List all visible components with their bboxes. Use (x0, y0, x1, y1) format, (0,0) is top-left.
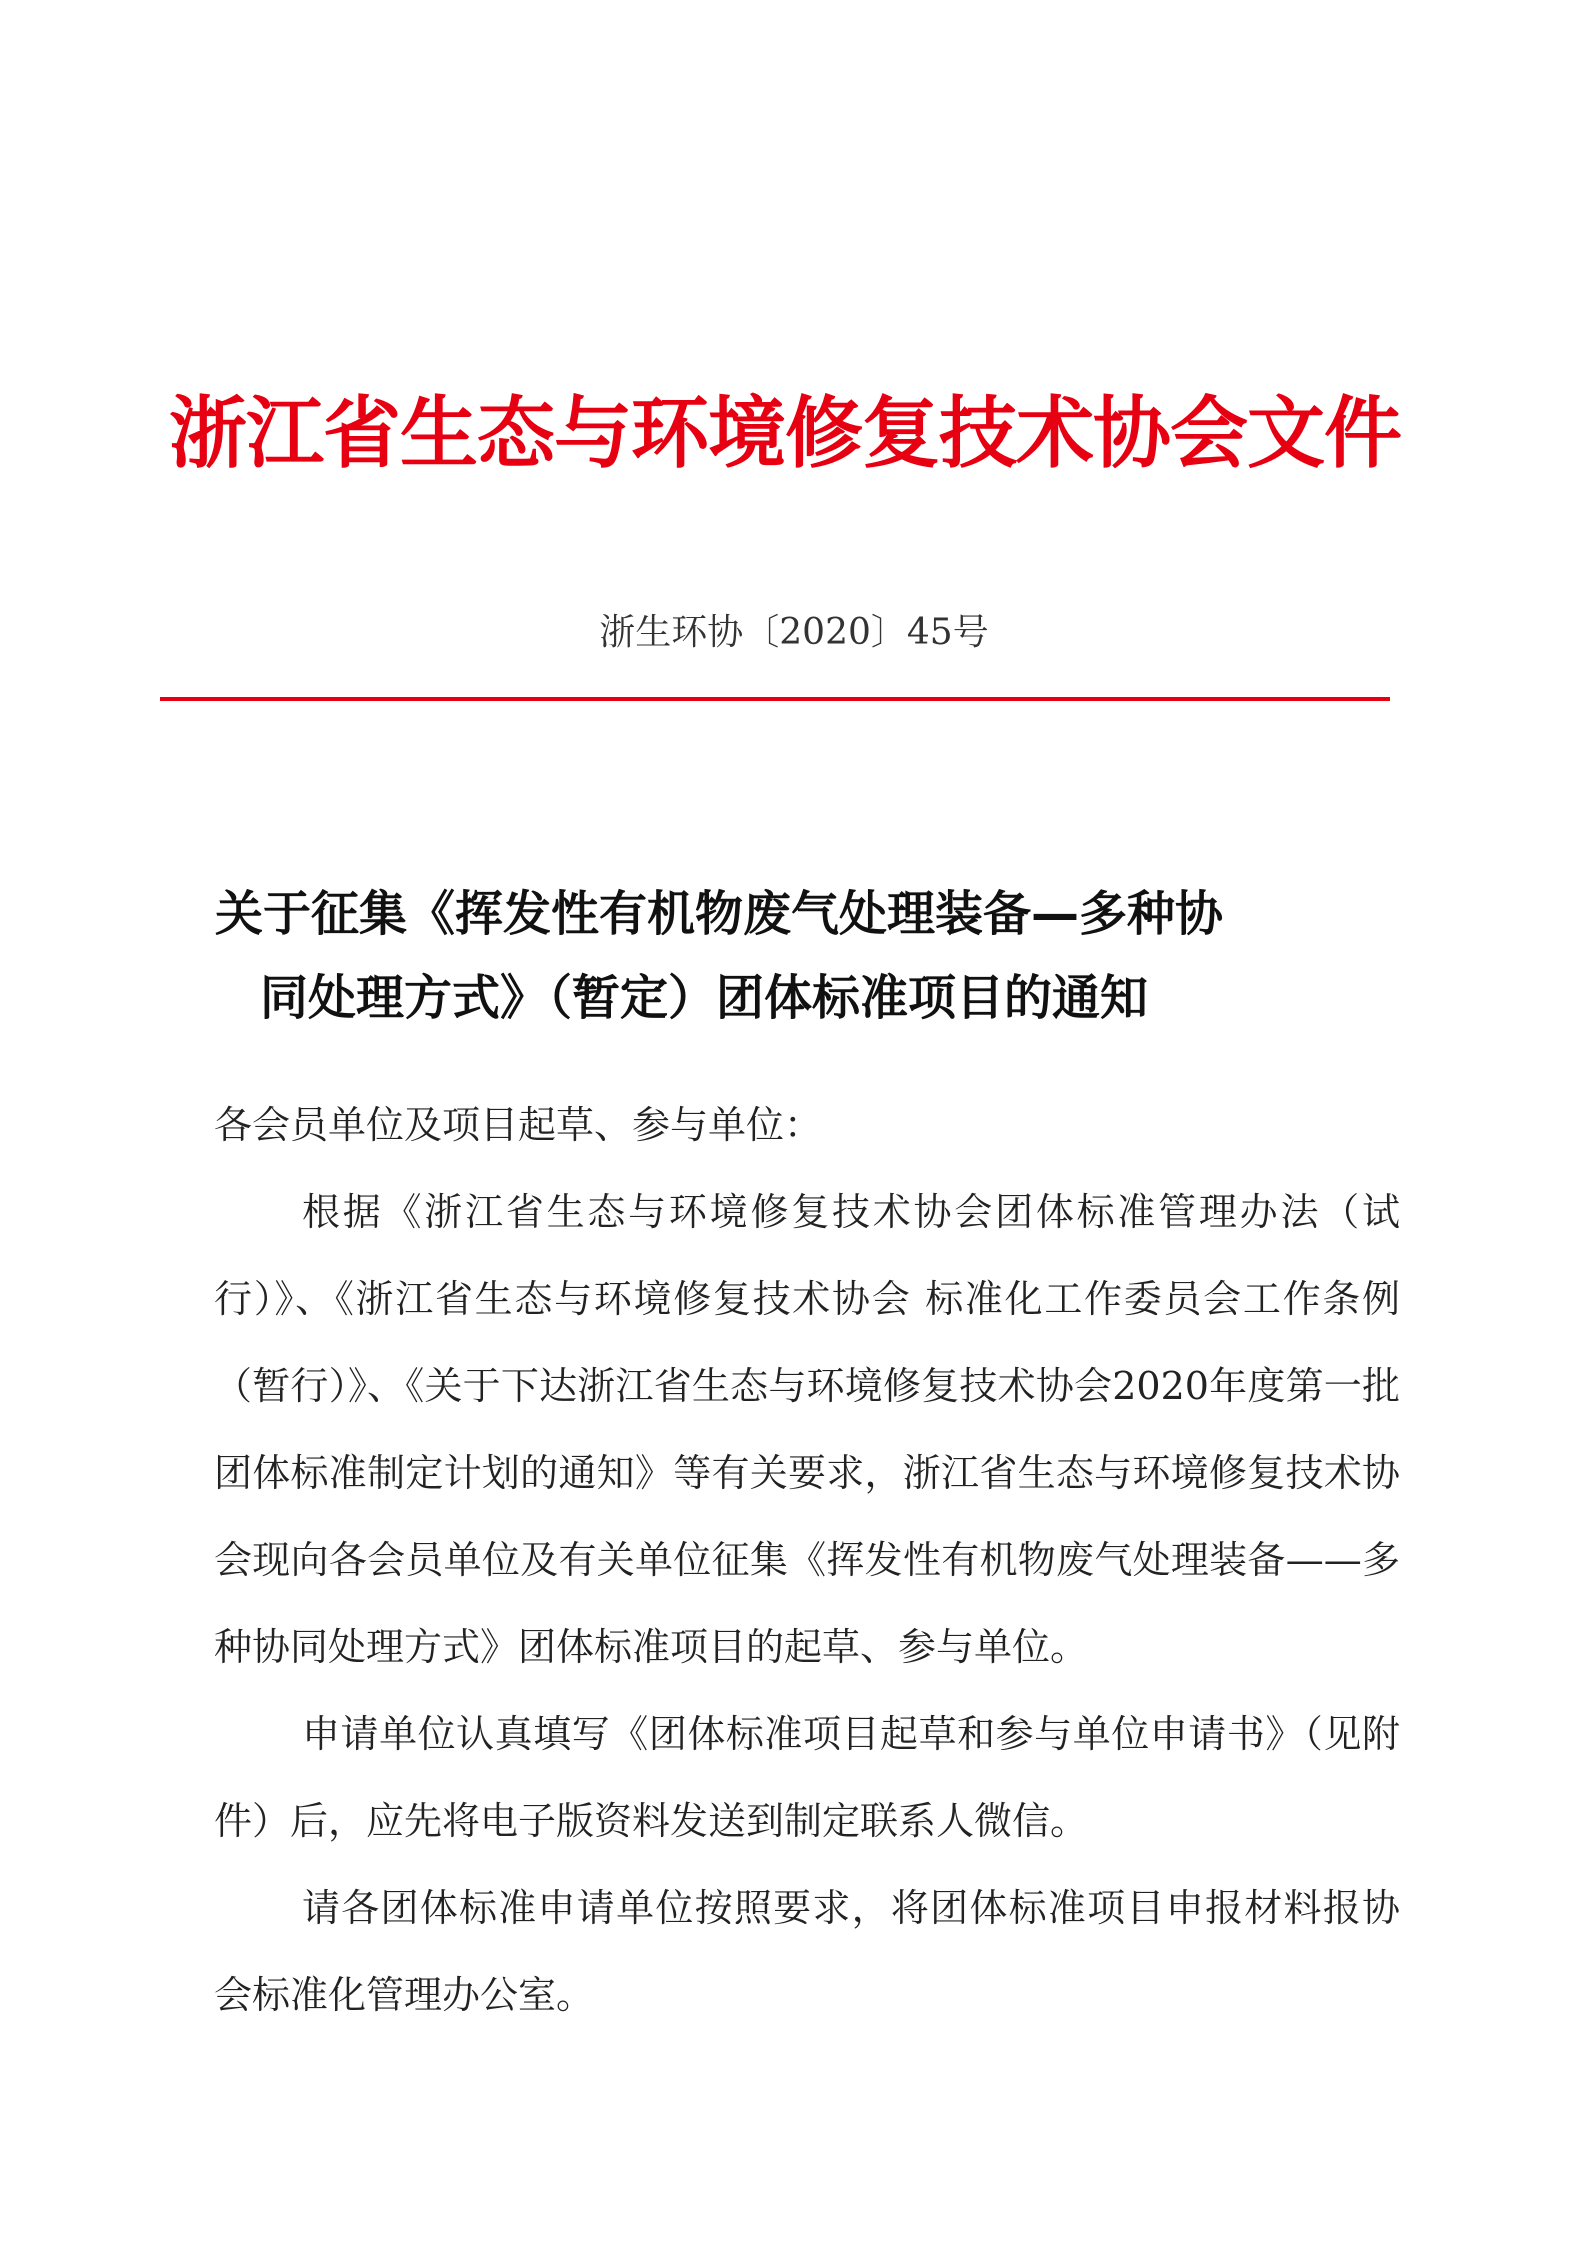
red-header-divider (160, 697, 1390, 701)
notice-title-line-2: 同处理方式》（暂定）团体标准项目的通知 (260, 970, 1149, 1026)
body-paragraph-1: 根据《浙江省生态与环境修复技术协会团体标准管理办法（试行）》、《浙江省生态与环境修复技术协会 标准化工作委员会工作条例（暂行）》、《关于下达浙江省生态与环境修复技术协会2020年度第一批团体标准制定计划的通知》等有关要求，浙江省生态与环境修复技术协会现向各会员单位及有关单位征集《挥发性有机物废气处理装备——多种协同处理方式》团体标准项目的起草、参与单位。 (214, 1190, 1400, 1669)
notice-body (214, 1082, 1400, 2039)
salutation: 各会员单位及项目起草、参与单位： (214, 1103, 823, 1147)
notice-title-line-1: 关于征集《挥发性有机物废气处理装备—多种协 (215, 886, 1224, 942)
organization-header-title: 浙江省生态与环境修复技术协会文件 (168, 389, 1401, 479)
document-number: 浙生环协〔2020〕45号 (599, 612, 989, 653)
body-paragraph-2: 申请单位认真填写《团体标准项目起草和参与单位申请书》（见附件）后，应先将电子版资料发送到制定联系人微信。 (214, 1712, 1400, 1843)
body-paragraph-3: 请各团体标准申请单位按照要求，将团体标准项目申报材料报协会标准化管理办公室。 (214, 1886, 1400, 2017)
notice-title (215, 872, 1415, 1040)
